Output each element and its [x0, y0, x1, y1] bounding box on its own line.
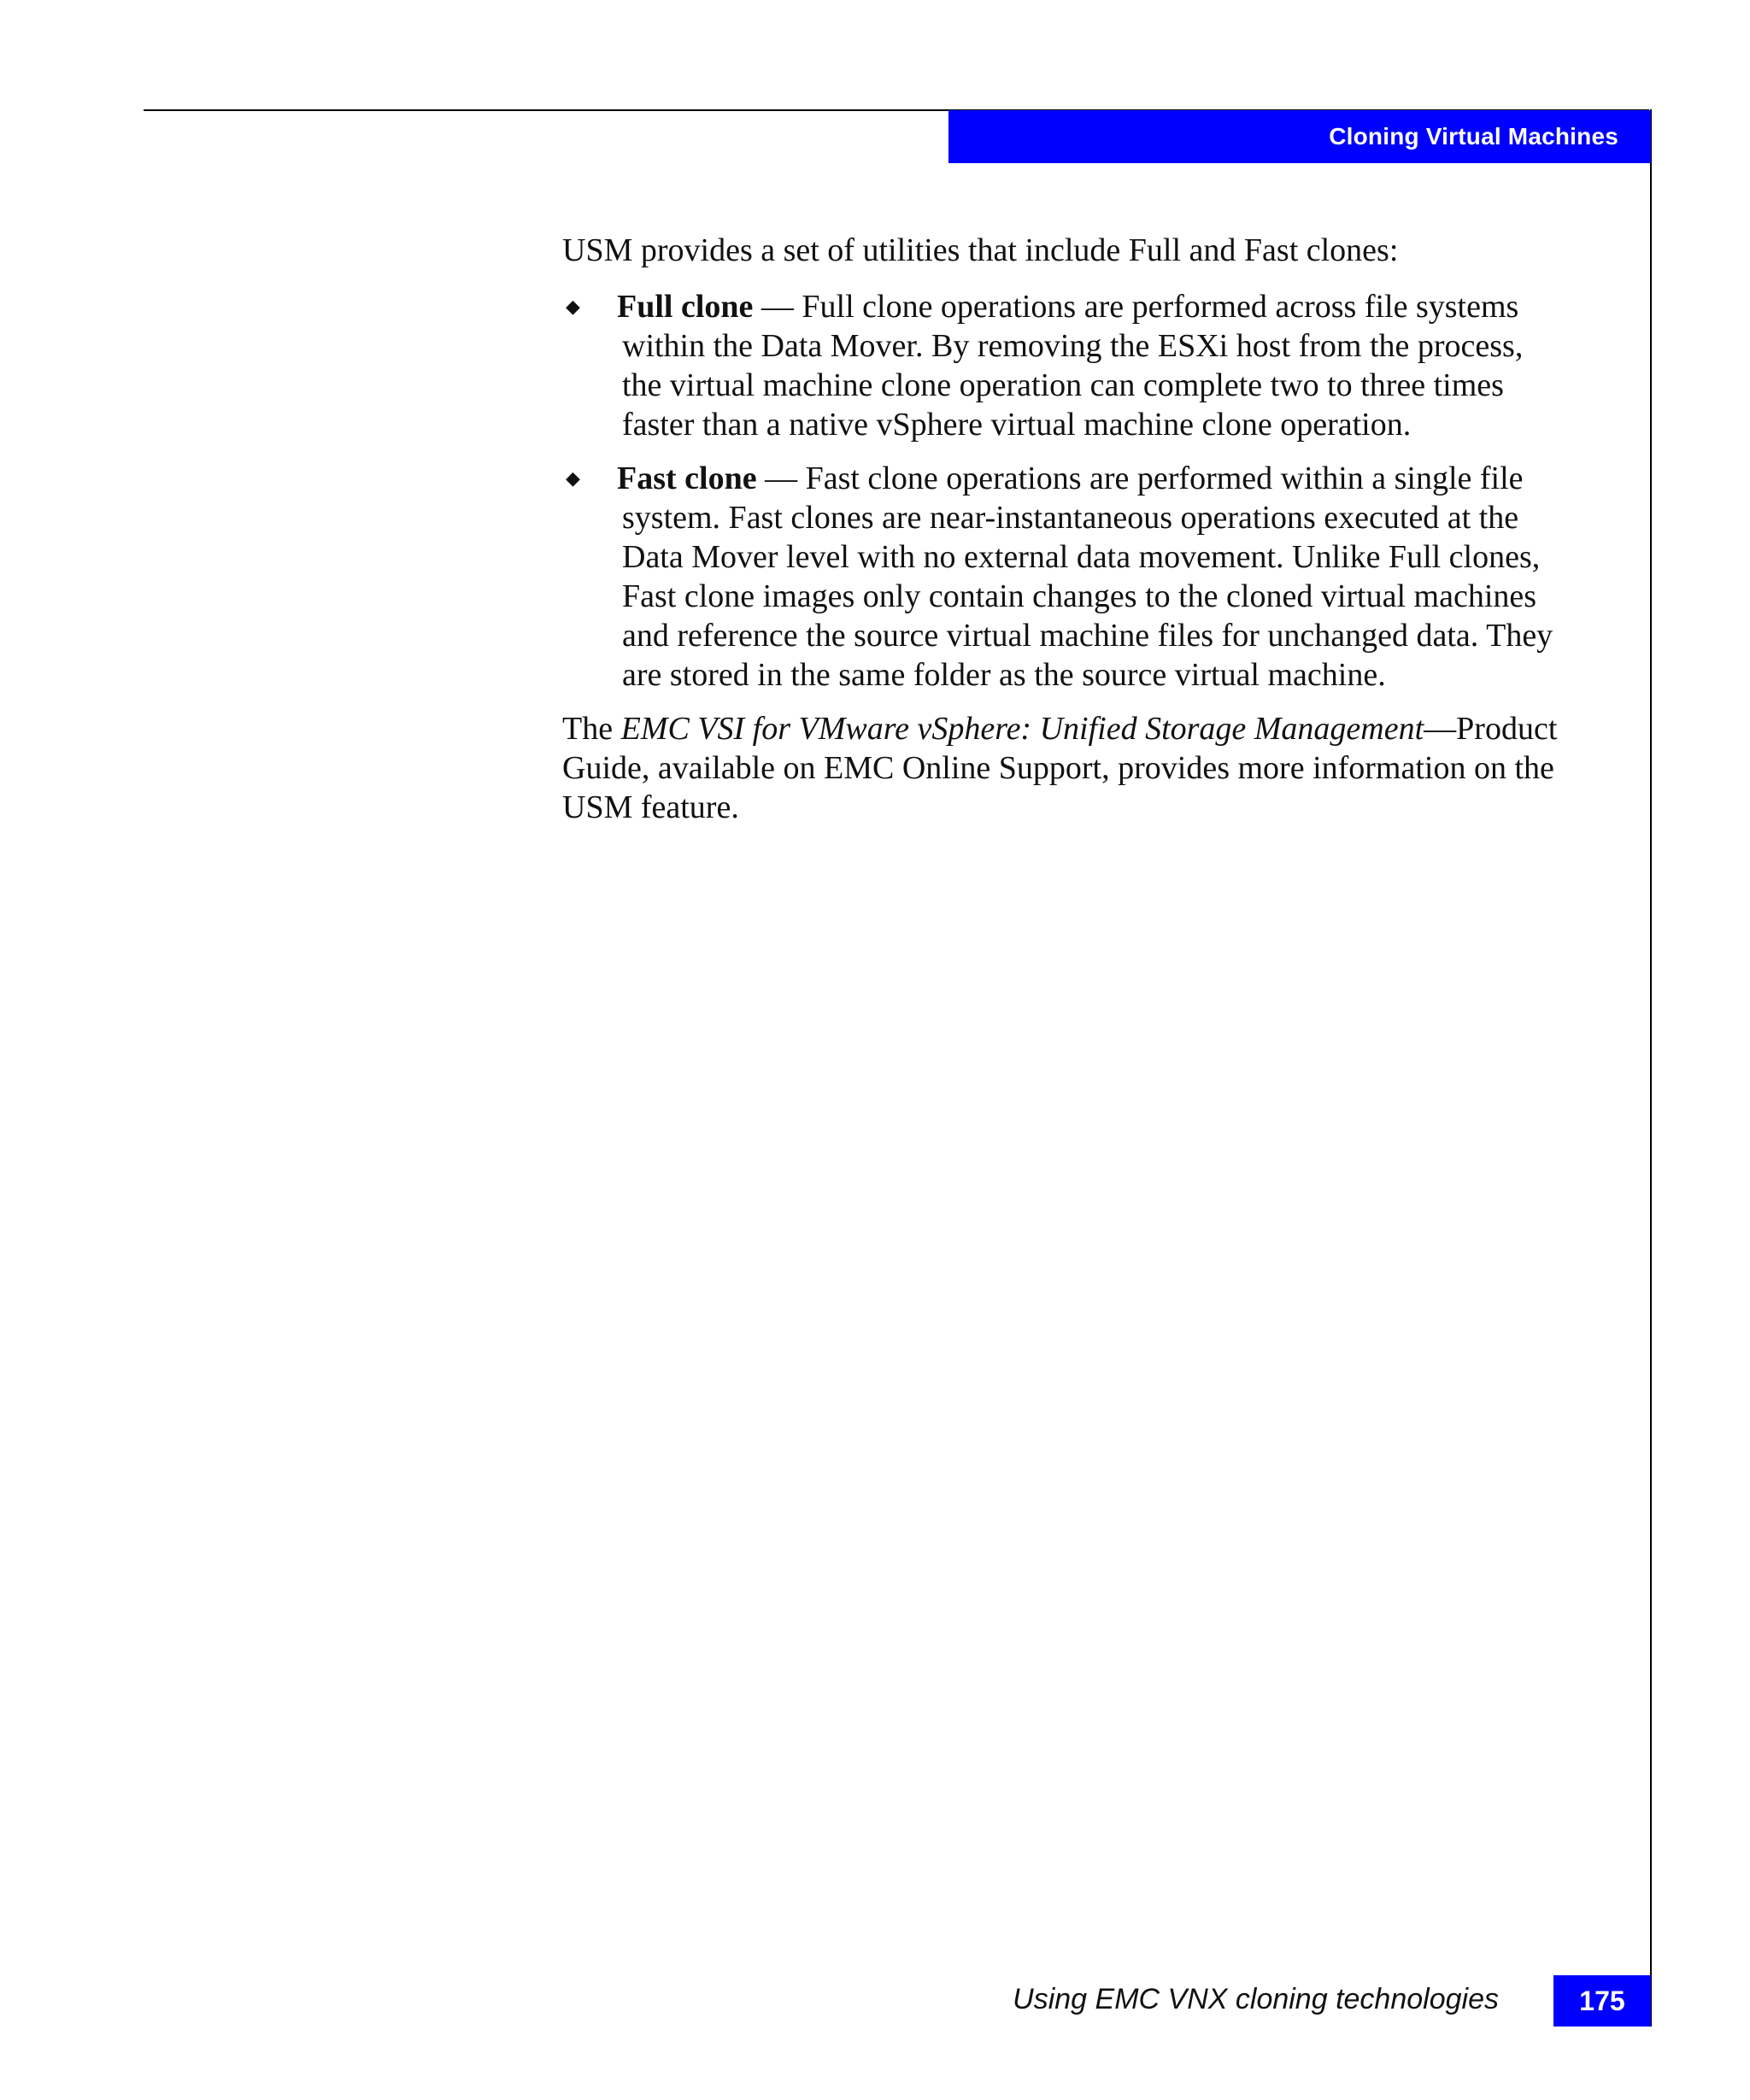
list-item-fast-clone: [562, 459, 1562, 695]
footer-chapter-title: Using EMC VNX cloning technologies: [1013, 1983, 1499, 2015]
bullet-title: Fast clone: [617, 460, 757, 496]
intro-paragraph: USM provides a set of utilities that include Full and Fast clones:: [562, 232, 1399, 268]
reference-title: EMC VSI for VMware vSphere: Unified Storage Management: [620, 711, 1424, 747]
reference-suffix: —Product Guide, available on EMC Online Support, provides more information on the USM feature.: [562, 711, 1558, 825]
bullet-text: — Fast clone operations are performed within a single file system. Fast clones are near-instantaneous operations executed at the Data Mover level with no external data movement. Unlike Full clones, Fast clone images only contain changes to the cloned virtual machines and reference the source virtual machine files for unchanged data. They are stored in the same folder as the source virtual machine.: [622, 460, 1553, 693]
section-title: Cloning Virtual Machines: [948, 110, 1651, 163]
page-content: [562, 231, 1562, 827]
diamond-bullet-icon: ◆: [566, 296, 580, 317]
reference-prefix: The: [562, 711, 621, 747]
reference-paragraph: [562, 709, 1562, 827]
clone-types-list: [562, 287, 1562, 695]
list-item-full-clone: [562, 287, 1562, 444]
bullet-title: Full clone: [617, 289, 754, 325]
bullet-text: — Full clone operations are performed across file systems within the Data Mover. By removing the ESXi host from the process, the virtual machine clone operation can complete two to three times faster than a native vSphere virtual machine clone operation.: [622, 289, 1524, 443]
margin-rule: [1650, 109, 1652, 2027]
diamond-bullet-icon: ◆: [566, 467, 580, 489]
page-number: 175: [1553, 1975, 1651, 2027]
